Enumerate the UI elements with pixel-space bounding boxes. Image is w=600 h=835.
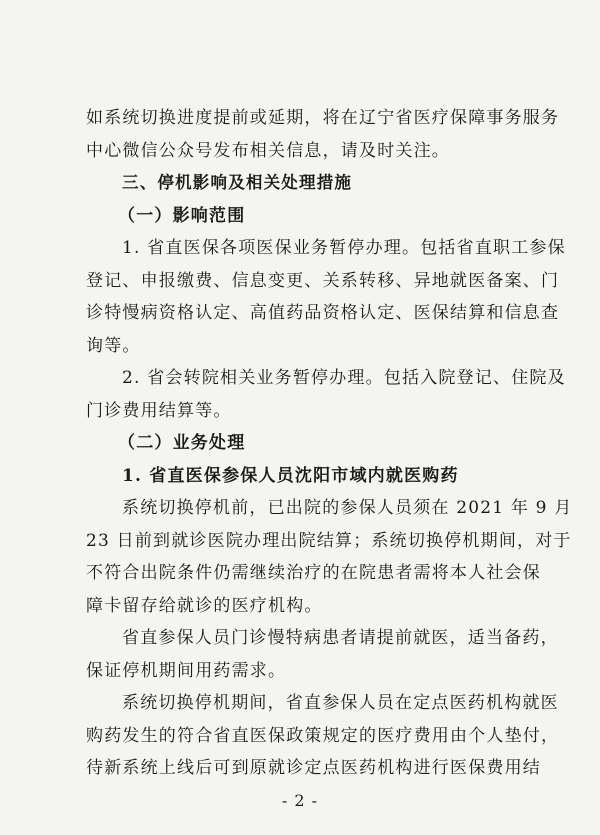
- page-number: - 2 -: [281, 791, 319, 810]
- body-text-line: 省直参保人员门诊慢特病患者请提前就医，适当备药，: [122, 628, 559, 648]
- body-text-line: 询等。: [86, 335, 141, 356]
- body-text-line: 不符合出院条件仍需继续治疗的在院患者需将本人社会保: [86, 563, 541, 583]
- body-text-line: 如系统切换进度提前或延期，将在辽宁省医疗保障事务服务: [86, 108, 560, 128]
- body-text-line: 中心微信公众号发布相关信息，请及时关注。: [86, 140, 450, 161]
- body-text-line: 待新系统上线后可到原就诊定点医药机构进行医保费用结: [86, 758, 541, 778]
- body-text-line: 1. 省直医保各项医保业务暂停办理。包括省直职工参保: [122, 238, 566, 258]
- body-text-line: 登记、申报缴费、信息变更、关系转移、异地就医备案、门: [86, 270, 560, 291]
- subsection-heading: （一）影响范围: [118, 205, 246, 226]
- body-text-line: 门诊费用结算等。: [86, 400, 232, 421]
- body-text-line: 23 日前到就诊医院办理出院结算；系统切换停机期间，对于: [86, 530, 572, 551]
- body-text-line: 保证停机期间用药需求。: [86, 660, 287, 681]
- section-heading: 三、停机影响及相关处理措施: [122, 173, 353, 192]
- subsection-heading: （二）业务处理: [118, 433, 246, 453]
- body-text-line: 购药发生的符合省直医保政策规定的医疗费用由个人垫付，: [86, 725, 560, 746]
- body-text-line: 2. 省会转院相关业务暂停办理。包括入院登记、住院及: [122, 368, 566, 388]
- item-heading: 1. 省直医保参保人员沈阳市域内就医购药: [122, 465, 459, 486]
- body-text-line: 障卡留存给就诊的医疗机构。: [86, 595, 323, 616]
- body-text-line: 系统切换停机期间，省直参保人员在定点医药机构就医: [122, 693, 559, 713]
- body-text-line: 系统切换停机前，已出院的参保人员须在 2021 年 9 月: [122, 498, 573, 518]
- body-text-line: 诊特慢病资格认定、高值药品资格认定、医保结算和信息查: [86, 303, 560, 323]
